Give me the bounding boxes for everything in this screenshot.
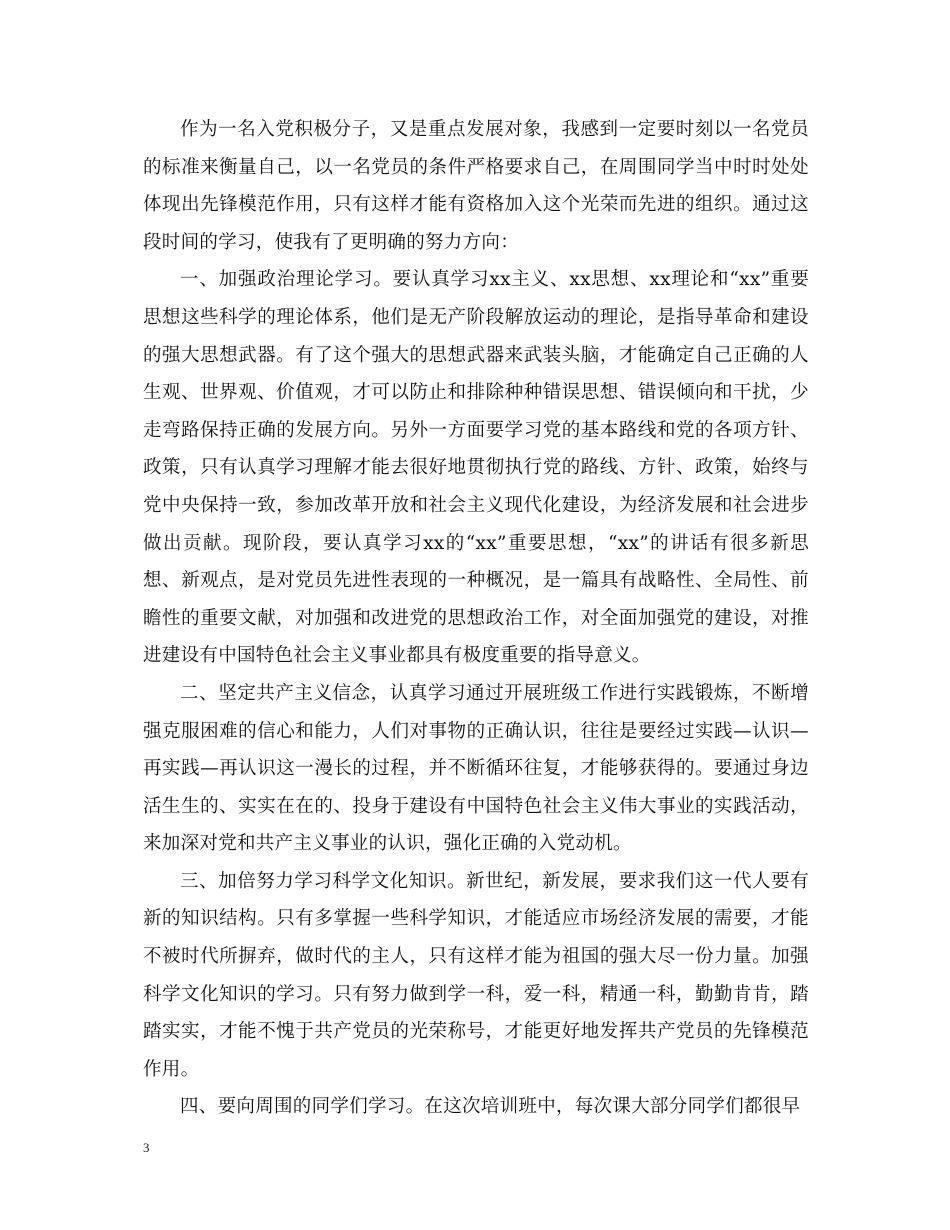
section-two-paragraph: 二、坚定共产主义信念，认真学习通过开展班级工作进行实践锻炼，不断增强克服困难的信心和能力，人们对事物的正确认识，往往是要经过实践—认识—再实践—再认识这一漫长的过程，并不断循环往复，才能够获得的。要通过身边活生生的、实实在在的、投身于建设有中国特色社会主义伟大事业的实践活动，来加深对党和共产主义事业的认识，强化正确的入党动机。	[143, 682, 809, 855]
section-one-paragraph: 一、加强政治理论学习。要认真学习xx主义、xx思想、xx理论和“xx”重要思想这些科学的理论体系，他们是无产阶段解放运动的理论，是指导革命和建设的强大思想武器。有了这个强大的思想武器来武装头脑，才能确定自己正确的人生观、世界观、价值观，才可以防止和排除种种错误思想、错误倾向和干扰，少走弯路保持正确的发展方向。另外一方面要学习党的基本路线和党的各项方针、政策，只有认真学习理解才能去很好地贯彻执行党的路线、方针、政策，始终与党中央保持一致，参加改革开放和社会主义现代化建设，为经济发展和社会进步做出贡献。现阶段，要认真学习xx的“xx”重要思想，“xx”的讲话有很多新思想、新观点，是对党员先进性表现的一种概况，是一篇具有战略性、全局性、前瞻性的重要文献，对加强和改进党的思想政治工作，对全面加强党的建设，对推进建设有中国特色社会主义事业都具有极度重要的指导意义。	[143, 269, 809, 667]
document-body	[143, 111, 809, 1126]
intro-paragraph: 作为一名入党积极分子，又是重点发展对象，我感到一定要时刻以一名党员的标准来衡量自己，以一名党员的条件严格要求自己，在周围同学当中时时处处体现出先锋模范作用，只有这样才能有资格加入这个光荣而先进的组织。通过这段时间的学习，使我有了更明确的努力方向：	[143, 119, 809, 253]
page-number: 3	[143, 1140, 150, 1155]
section-three-paragraph: 三、加倍努力学习科学文化知识。新世纪，新发展，要求我们这一代人要有新的知识结构。只有多掌握一些科学知识，才能适应市场经济发展的需要，才能不被时代所摒弃，做时代的主人，只有这样才能为祖国的强大尽一份力量。加强科学文化知识的学习。只有努力做到学一科，爱一科，精通一科，勤勤肯肯，踏踏实实，才能不愧于共产党员的光荣称号，才能更好地发挥共产党员的先锋模范作用。	[143, 870, 809, 1080]
section-four-paragraph: 四、要向周围的同学们学习。在这次培训班中，每次课大部分同学们都很早	[180, 1096, 801, 1118]
